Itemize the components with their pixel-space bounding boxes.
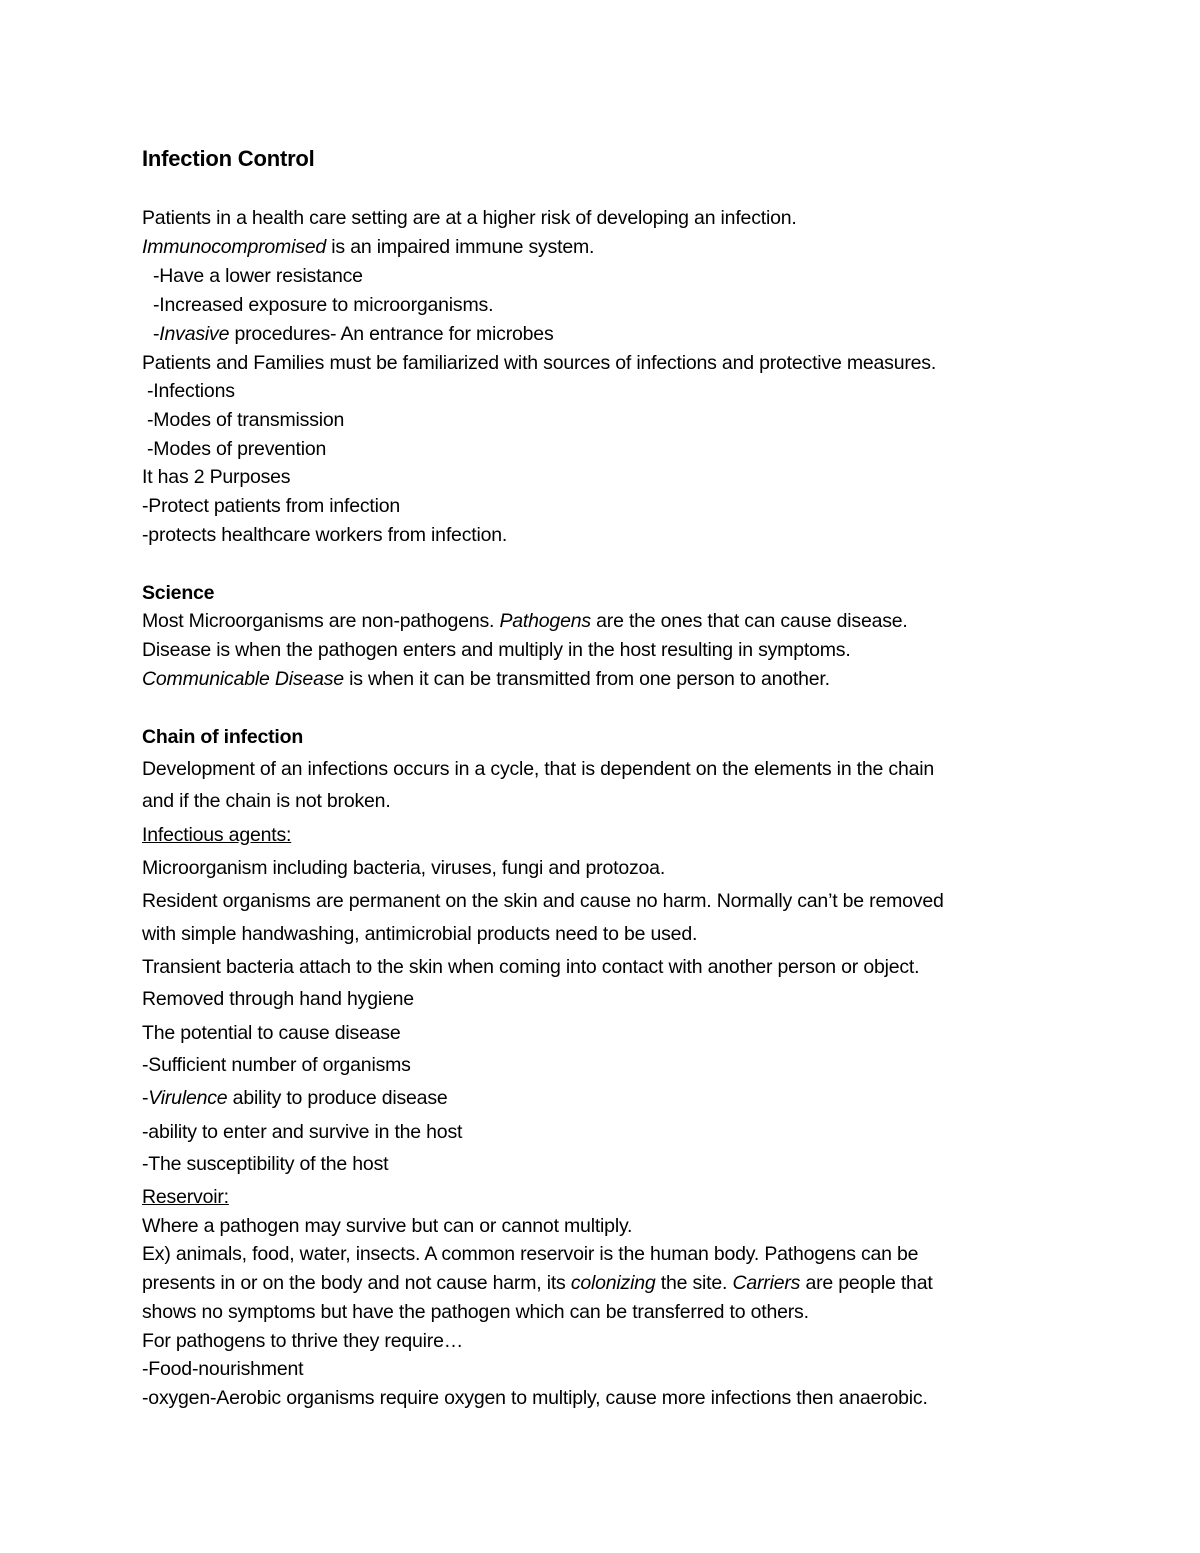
term-pathogens: Pathogens bbox=[499, 610, 591, 632]
bullet-modes-transmission: -Modes of transmission bbox=[147, 409, 345, 431]
text: presents in or on the body and not cause harm, its bbox=[142, 1272, 571, 1294]
bullet-text: procedures- An entrance for microbes bbox=[229, 323, 554, 345]
text: Most Microorganisms are non-pathogens. bbox=[142, 610, 500, 632]
bullet-invasive-procedures bbox=[153, 321, 554, 347]
purposes-line: It has 2 Purposes bbox=[142, 466, 291, 488]
families-paragraph: Patients and Families must be familiarized with sources of infections and protective measures. bbox=[142, 352, 937, 374]
text: are people that bbox=[800, 1272, 933, 1294]
definition-text: is an impaired immune system. bbox=[326, 236, 595, 258]
text: the site. bbox=[655, 1272, 733, 1294]
text: ability to produce disease bbox=[227, 1087, 448, 1109]
chain-heading: Chain of infection bbox=[142, 726, 304, 748]
agents-bullet-4: -The susceptibility of the host bbox=[142, 1153, 389, 1175]
reservoir-line-4: shows no symptoms but have the pathogen which can be transferred to others. bbox=[142, 1301, 809, 1323]
science-line-3 bbox=[142, 666, 830, 692]
chain-line-2: and if the chain is not broken. bbox=[142, 790, 391, 812]
term-invasive: Invasive bbox=[159, 323, 230, 345]
dash: - bbox=[142, 1087, 149, 1109]
term-colonizing: colonizing bbox=[570, 1272, 656, 1294]
bullet-infections: -Infections bbox=[147, 380, 235, 402]
agents-line-3: with simple handwashing, antimicrobial products need to be used. bbox=[142, 923, 698, 945]
text: are the ones that can cause disease. bbox=[590, 610, 908, 632]
agents-bullet-2 bbox=[142, 1085, 448, 1111]
intro-paragraph: Patients in a health care setting are at a higher risk of developing an infection. bbox=[142, 207, 797, 229]
document-title: Infection Control bbox=[142, 146, 315, 171]
term-virulence: Virulence bbox=[148, 1087, 228, 1109]
dash: - bbox=[153, 323, 160, 345]
science-heading: Science bbox=[142, 582, 215, 604]
agents-line-2: Resident organisms are permanent on the skin and cause no harm. Normally can’t be removed bbox=[142, 890, 944, 912]
agents-line-5: Removed through hand hygiene bbox=[142, 988, 414, 1010]
reservoir-heading: Reservoir: bbox=[142, 1186, 229, 1208]
reservoir-bullet-2: -oxygen-Aerobic organisms require oxygen to multiply, cause more infections then anaerobic. bbox=[142, 1387, 928, 1409]
agents-line-4: Transient bacteria attach to the skin when coming into contact with another person or object. bbox=[142, 956, 920, 978]
chain-line-1: Development of an infections occurs in a cycle, that is dependent on the elements in the chain bbox=[142, 758, 935, 780]
reservoir-line-5: For pathogens to thrive they require… bbox=[142, 1330, 464, 1352]
bullet-increased-exposure: -Increased exposure to microorganisms. bbox=[153, 294, 494, 316]
infectious-agents-heading: Infectious agents: bbox=[142, 824, 292, 846]
science-line-2: Disease is when the pathogen enters and multiply in the host resulting in symptoms. bbox=[142, 639, 851, 661]
term-communicable-disease: Communicable Disease bbox=[142, 668, 344, 690]
agents-bullet-1: -Sufficient number of organisms bbox=[142, 1054, 411, 1076]
science-line-1 bbox=[142, 608, 908, 634]
immunocompromised-definition bbox=[142, 234, 594, 260]
reservoir-line-3 bbox=[142, 1270, 933, 1296]
term-immunocompromised: Immunocompromised bbox=[142, 236, 327, 258]
agents-bullet-3: -ability to enter and survive in the host bbox=[142, 1121, 463, 1143]
text: is when it can be transmitted from one person to another. bbox=[343, 668, 830, 690]
reservoir-bullet-1: -Food-nourishment bbox=[142, 1358, 304, 1380]
purpose-protect-patients: -Protect patients from infection bbox=[142, 495, 401, 517]
bullet-lower-resistance: -Have a lower resistance bbox=[153, 265, 363, 287]
agents-line-1: Microorganism including bacteria, viruses, fungi and protozoa. bbox=[142, 857, 666, 879]
reservoir-line-2: Ex) animals, food, water, insects. A common reservoir is the human body. Pathogens can be bbox=[142, 1243, 919, 1265]
purpose-protect-workers: -protects healthcare workers from infection. bbox=[142, 524, 508, 546]
bullet-modes-prevention: -Modes of prevention bbox=[147, 438, 327, 460]
reservoir-line-1: Where a pathogen may survive but can or cannot multiply. bbox=[142, 1215, 633, 1237]
term-carriers: Carriers bbox=[732, 1272, 801, 1294]
agents-line-6: The potential to cause disease bbox=[142, 1022, 401, 1044]
